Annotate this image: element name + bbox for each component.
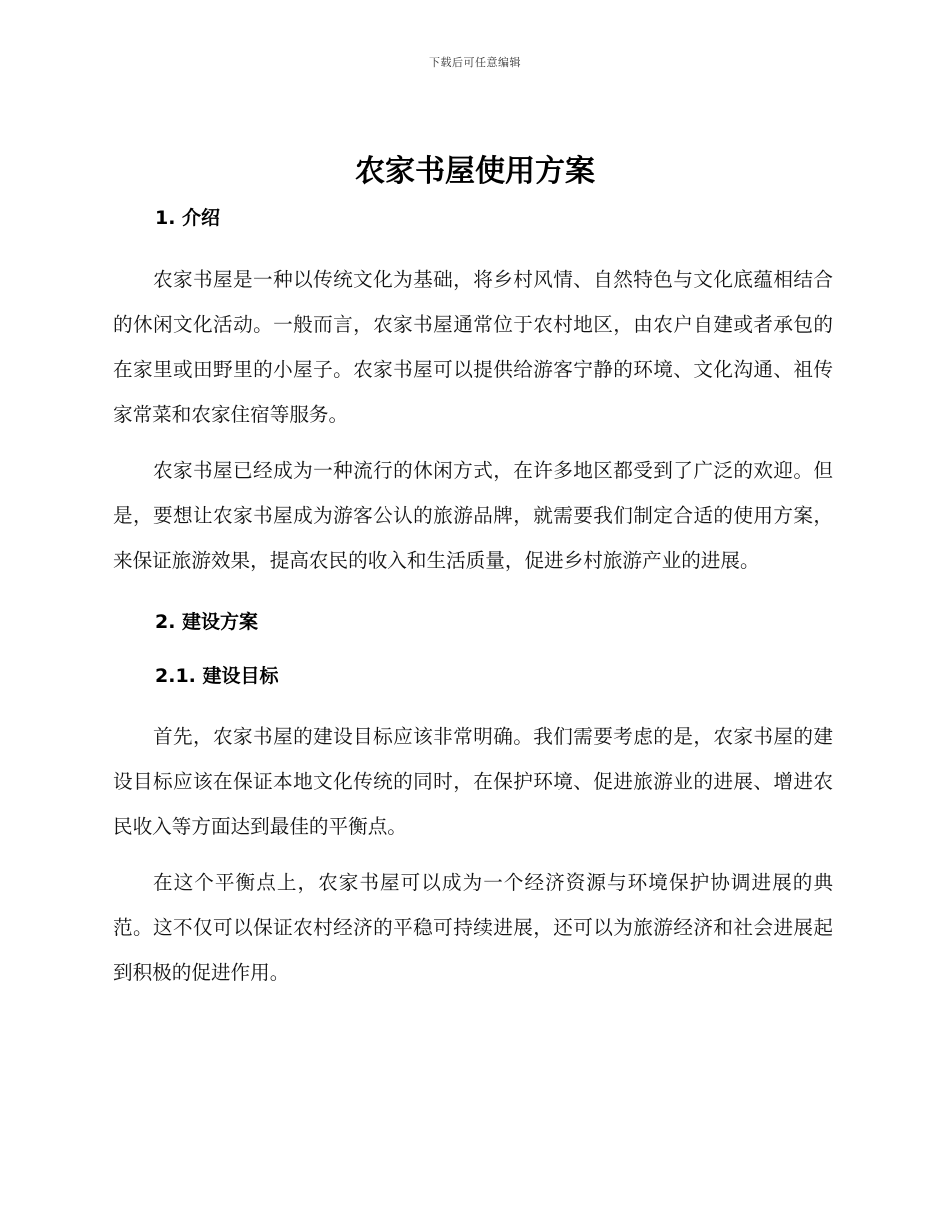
subsection-heading-goal: 2.1. 建设目标 bbox=[155, 665, 279, 687]
paragraph-intro-2: 农家书屋已经成为一种流行的休闲方式，在许多地区都受到了广泛的欢迎。但是，要想让农家书屋成为游客公认的旅游品牌，就需要我们制定合适的使用方案，来保证旅游效果，提高农民的收入和生活质量，促进乡村旅游产业的进展。 bbox=[113, 459, 833, 572]
paragraph-goal-2: 在这个平衡点上，农家书屋可以成为一个经济资源与环境保护协调进展的典范。这不仅可以保证农村经济的平稳可持续进展，还可以为旅游经济和社会进展起到积极的促进作用。 bbox=[113, 871, 833, 984]
page-header-note: 下载后可任意编辑 bbox=[429, 56, 521, 69]
paragraph-goal-1: 首先，农家书屋的建设目标应该非常明确。我们需要考虑的是，农家书屋的建设目标应该在保证本地文化传统的同时，在保护环境、促进旅游业的进展、增进农民收入等方面达到最佳的平衡点。 bbox=[113, 725, 833, 838]
section-heading-plan: 2. 建设方案 bbox=[155, 611, 259, 633]
document-body bbox=[113, 198, 833, 1006]
section-heading-intro: 1. 介绍 bbox=[155, 207, 221, 229]
document-title: 农家书屋使用方案 bbox=[355, 154, 595, 189]
paragraph-intro-1: 农家书屋是一种以传统文化为基础，将乡村风情、自然特色与文化底蕴相结合的休闲文化活动。一般而言，农家书屋通常位于农村地区，由农户自建或者承包的在家里或田野里的小屋子。农家书屋可以提供给游客宁静的环境、文化沟通、祖传家常菜和农家住宿等服务。 bbox=[113, 268, 833, 426]
